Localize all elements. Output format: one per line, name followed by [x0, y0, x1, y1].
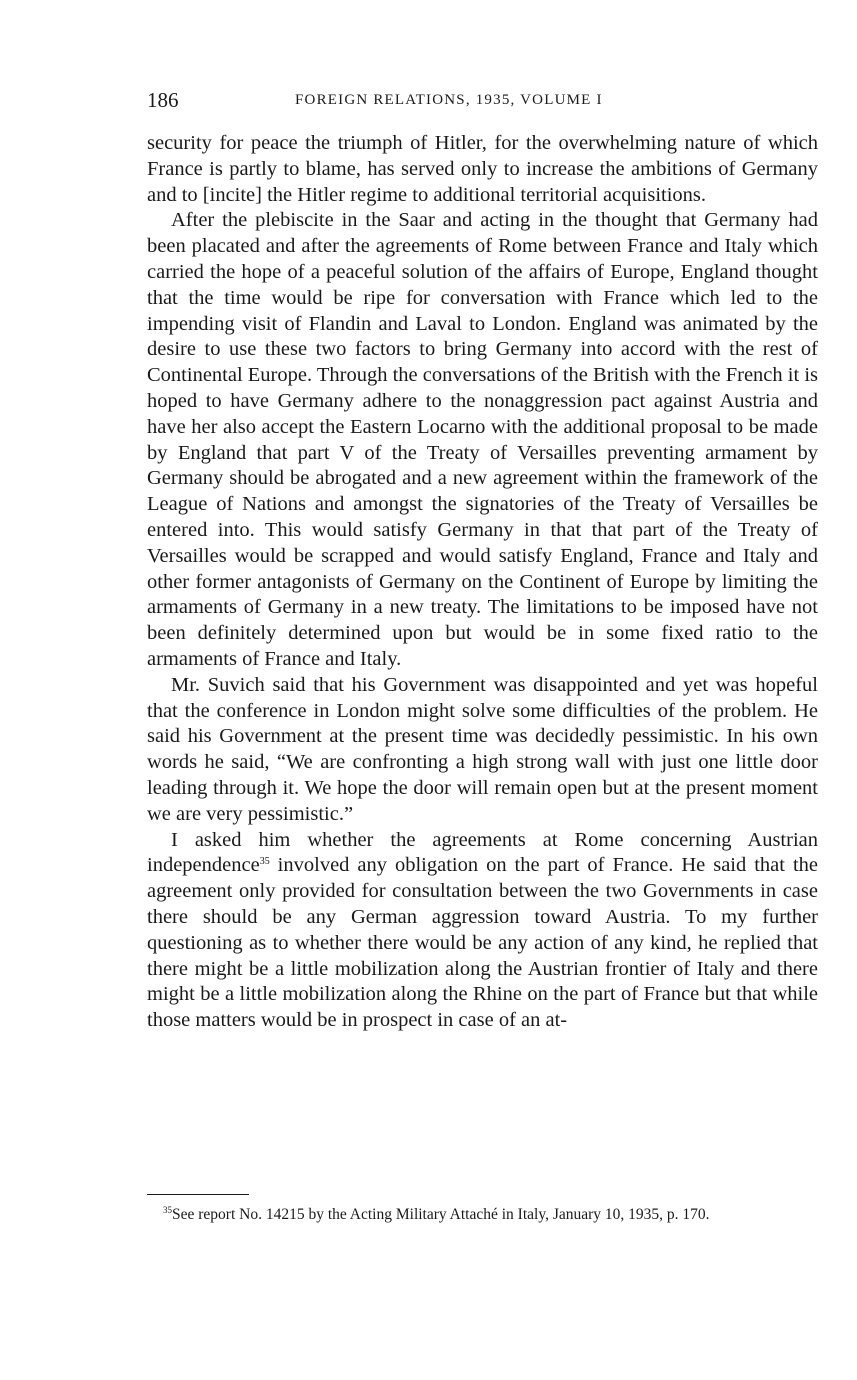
paragraph-4-text-after-ref: involved any obligation on the part of France. He said that the agreement only provided for consultation between the two Governments in case there should be any German aggression toward Austria. To my further questioning as to whether there would be any action of any kind, he replied that there might be a little mobilization along the Austrian frontier of Italy and there might be a little mobilization along the Rhine on the part of France but that while those matters would be in prospect in case of an at-: [147, 854, 818, 1032]
footnote-marker: 35: [163, 1205, 172, 1215]
footnote-ref-35: 35: [259, 856, 270, 868]
footnotes: [145, 1205, 817, 1224]
footnote-35: [145, 1205, 817, 1224]
paragraph-3: Mr. Suvich said that his Government was disappointed and yet was hopeful that the conference in London might solve some difficulties of the problem. He said his Government at the present time was decidedly pessimistic. In his own words he said, “We are confronting a high strong wall with just one little door leading through it. We hope the door will remain open but at the present moment we are very pessimistic.”: [147, 673, 818, 825]
page-number: 186: [147, 88, 179, 112]
paragraph-4: [147, 828, 818, 1034]
footnote-divider: [147, 1194, 249, 1195]
footnote-text: See report No. 14215 by the Acting Military Attaché in Italy, January 10, 1935, p. 170.: [172, 1206, 710, 1223]
paragraph-2: After the plebiscite in the Saar and acting in the thought that Germany had been placated and after the agreements of Rome between France and Italy which carried the hope of a peaceful solution of the affairs of Europe, England thought that the time would be ripe for conversation with France which led to the impending visit of Flandin and Laval to London. England was animated by the desire to use these two factors to bring Germany into accord with the rest of Continental Europe. Through the conversations of the British with the French it is hoped to have Germany adhere to the nonaggression pact against Austria and have her also accept the Eastern Locarno with the additional proposal to be made by England that part V of the Treaty of Versailles preventing armament by Germany should be abrogated and a new agreement within the framework of the League of Nations and amongst the signatories of the Treaty of Versailles be entered into. This would satisfy Germany in that that part of the Treaty of Versailles would be scrapped and would satisfy England, France and Italy and other former antagonists of Germany on the Continent of Europe by limiting the armaments of Germany in a new treaty. The limitations to be imposed have not been definitely determined upon but would be in some fixed ratio to the armaments of France and Italy.: [147, 209, 818, 670]
body-text: [147, 131, 818, 1034]
paragraph-4-text-before-ref: I asked him whether the agreements at Rome concerning Austrian independence: [147, 828, 818, 877]
page-header: [147, 88, 817, 116]
paragraph-1: security for peace the triumph of Hitler, for the overwhelming nature of which France is partly to blame, has served only to increase the ambitions of Germany and to [incite] the Hitler regime to additional territorial acquisitions.: [147, 132, 818, 206]
running-head: FOREIGN RELATIONS, 1935, VOLUME I: [295, 92, 603, 108]
